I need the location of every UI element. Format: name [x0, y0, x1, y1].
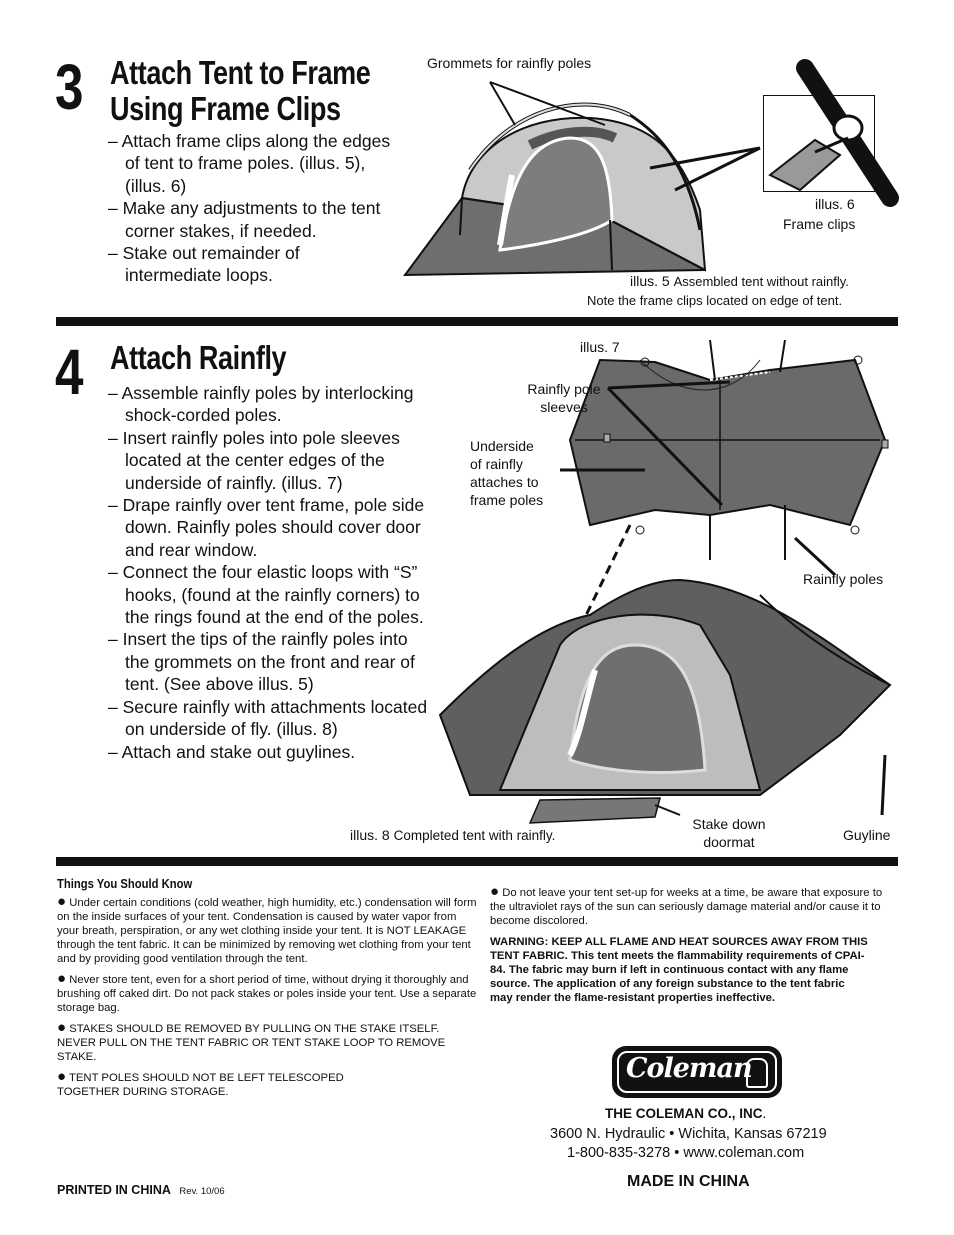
illus-8-completed-tent-drawing: [430, 505, 910, 835]
step-3-bullet: – Attach frame clips along the edges of tent to frame poles. (illus. 5), (illus. 6): [108, 131, 391, 196]
tip-text: TENT POLES SHOULD NOT BE LEFT TELESCOPED TOGETHER DURING STORAGE.: [57, 1072, 344, 1098]
label-sleeves-line1: Rainfly pole: [527, 381, 601, 397]
label-doormat-line1: Stake down: [692, 816, 766, 832]
step-4-title: Attach Rainfly: [110, 339, 287, 376]
company-name: [605, 1106, 766, 1121]
revision: Rev. 10/06: [179, 1186, 225, 1197]
tip-text: Never store tent, even for a short period of time, without drying it thoroughly and brushing off caked dirt. Do not pack stakes or poles inside your tent. Use a separate storage bag.: [57, 974, 477, 1014]
illus-5-caption-text: Assembled tent without rainfly.: [673, 274, 849, 289]
step-3-bullet: – Stake out remainder of intermediate loops.: [108, 243, 300, 286]
label-underside-rainfly: [470, 437, 543, 509]
tip-item: [57, 1019, 477, 1064]
company-name-dot: .: [762, 1106, 767, 1121]
bullet-dot-icon: ●: [57, 1019, 67, 1036]
tip-item: [57, 970, 477, 1015]
tip-item: [57, 893, 477, 966]
company-name-text: THE COLEMAN CO., INC: [605, 1106, 763, 1121]
label-rainfly-poles: Rainfly poles: [803, 571, 884, 587]
flame-warning: WARNING: KEEP ALL FLAME AND HEAT SOURCES AWAY FROM THIS TENT FABRIC. This tent meets the flammability requirements of CPAI-84. The fabric may burn if left in continuous contact with any flame source. The application of any foreign substance to the tent fabric may render the flame-resistant properties ineffective.: [490, 936, 868, 1004]
illus-5-note: Note the frame clips located on edge of tent.: [587, 293, 843, 308]
section-divider: [56, 317, 898, 326]
illus-6-number: illus. 6: [815, 196, 855, 212]
illus-7-number: illus. 7: [580, 339, 620, 355]
step-4-bullet: – Secure rainfly with attachments located on underside of fly. (illus. 8): [108, 696, 428, 740]
label-underside-line2: of rainfly: [470, 456, 523, 472]
bullet-dot-icon: ●: [57, 893, 67, 910]
label-sleeves-line2: sleeves: [540, 399, 588, 415]
step-4-bullet: – Connect the four elastic loops with “S” hooks, (found at the rainfly corners) to the rings found at the end of the poles.: [108, 562, 424, 628]
tips-heading: Things You Should Know: [57, 877, 193, 891]
step-3-title-line2: Using Frame Clips: [110, 90, 341, 127]
tip-text: Do not leave your tent set-up for weeks at a time, be aware that exposure to the ultraviolet rays of the sun can seriously damage material and/or cause it to become discolored.: [490, 887, 883, 927]
illus-8-caption-text: Completed tent with rainfly.: [393, 828, 556, 843]
made-in-china: MADE IN CHINA: [627, 1173, 750, 1190]
coleman-logo: [612, 1046, 782, 1098]
illus-5-number: illus. 5: [630, 273, 670, 289]
label-underside-line3: attaches to: [470, 474, 539, 490]
illus-5-caption: [630, 273, 849, 289]
step-4-bullet: – Insert the tips of the rainfly poles into the grommets on the front and rear of tent. (See above illus. 5): [108, 629, 415, 695]
label-underside-line1: Underside: [470, 438, 534, 454]
step-3-instructions: [108, 130, 398, 287]
tips-right-column: [490, 883, 890, 1005]
step-4-bullet: – Attach and stake out guylines.: [108, 741, 356, 762]
step-4-number: 4: [55, 336, 83, 408]
lantern-icon: [746, 1058, 768, 1088]
bullet-dot-icon: ●: [57, 970, 67, 987]
tips-left-column: [57, 893, 477, 1106]
section-divider: [56, 857, 898, 866]
label-doormat-line2: doormat: [703, 834, 755, 850]
illus-5-tent-drawing: [400, 70, 730, 285]
label-underside-line4: frame poles: [470, 492, 544, 508]
step-3-title-line1: Attach Tent to Frame: [110, 54, 371, 91]
illus-6-caption: Frame clips: [783, 216, 856, 232]
step-4-instructions: [108, 382, 428, 763]
illus-6-frame-clip-drawing: [760, 60, 910, 205]
label-rainfly-pole-sleeves: [522, 380, 606, 416]
label-grommets: Grommets for rainfly poles: [427, 55, 592, 71]
step-4-bullet: – Drape rainfly over tent frame, pole side down. Rainfly poles should cover door and rear window.: [108, 495, 425, 560]
illus-8-caption: [350, 827, 555, 843]
tip-text: STAKES SHOULD BE REMOVED BY PULLING ON THE STAKE ITSELF. NEVER PULL ON THE TENT FABRIC OR TENT STAKE LOOP TO REMOVE STAKE.: [57, 1023, 446, 1063]
printed-in-china: [57, 1181, 225, 1199]
bullet-dot-icon: ●: [490, 883, 500, 900]
illus-8-number: illus. 8: [350, 827, 390, 843]
label-guyline: Guyline: [843, 827, 891, 843]
label-stake-down-doormat: [684, 815, 774, 851]
tip-item: [490, 883, 890, 928]
printed-label: PRINTED IN CHINA: [57, 1183, 171, 1197]
tip-item: [57, 1068, 387, 1099]
tip-text: Under certain conditions (cold weather, high humidity, etc.) condensation will form on the inside surfaces of your tent. Condensation is caused by water vapor from your breath, perspiration, or any wet clothing inside your tent. It is NOT LEAKAGE through the tent fabric. It can be minimized by removing wet clothing from your tent and by providing good ventilation through the tent.: [57, 897, 477, 965]
step-3-bullet: – Make any adjustments to the tent corner stakes, if needed.: [108, 198, 381, 241]
bullet-dot-icon: ●: [57, 1068, 67, 1085]
company-address: 3600 N. Hydraulic • Wichita, Kansas 67219: [550, 1126, 827, 1142]
company-contact: 1-800-835-3278 • www.coleman.com: [567, 1145, 805, 1161]
step-4-bullet: – Assemble rainfly poles by interlocking shock-corded poles.: [108, 383, 414, 426]
logo-wordmark: Coleman: [626, 1053, 752, 1084]
step-4-bullet: – Insert rainfly poles into pole sleeves located at the center edges of the underside of rainfly. (illus. 7): [108, 427, 400, 493]
step-3-number: 3: [55, 51, 83, 123]
